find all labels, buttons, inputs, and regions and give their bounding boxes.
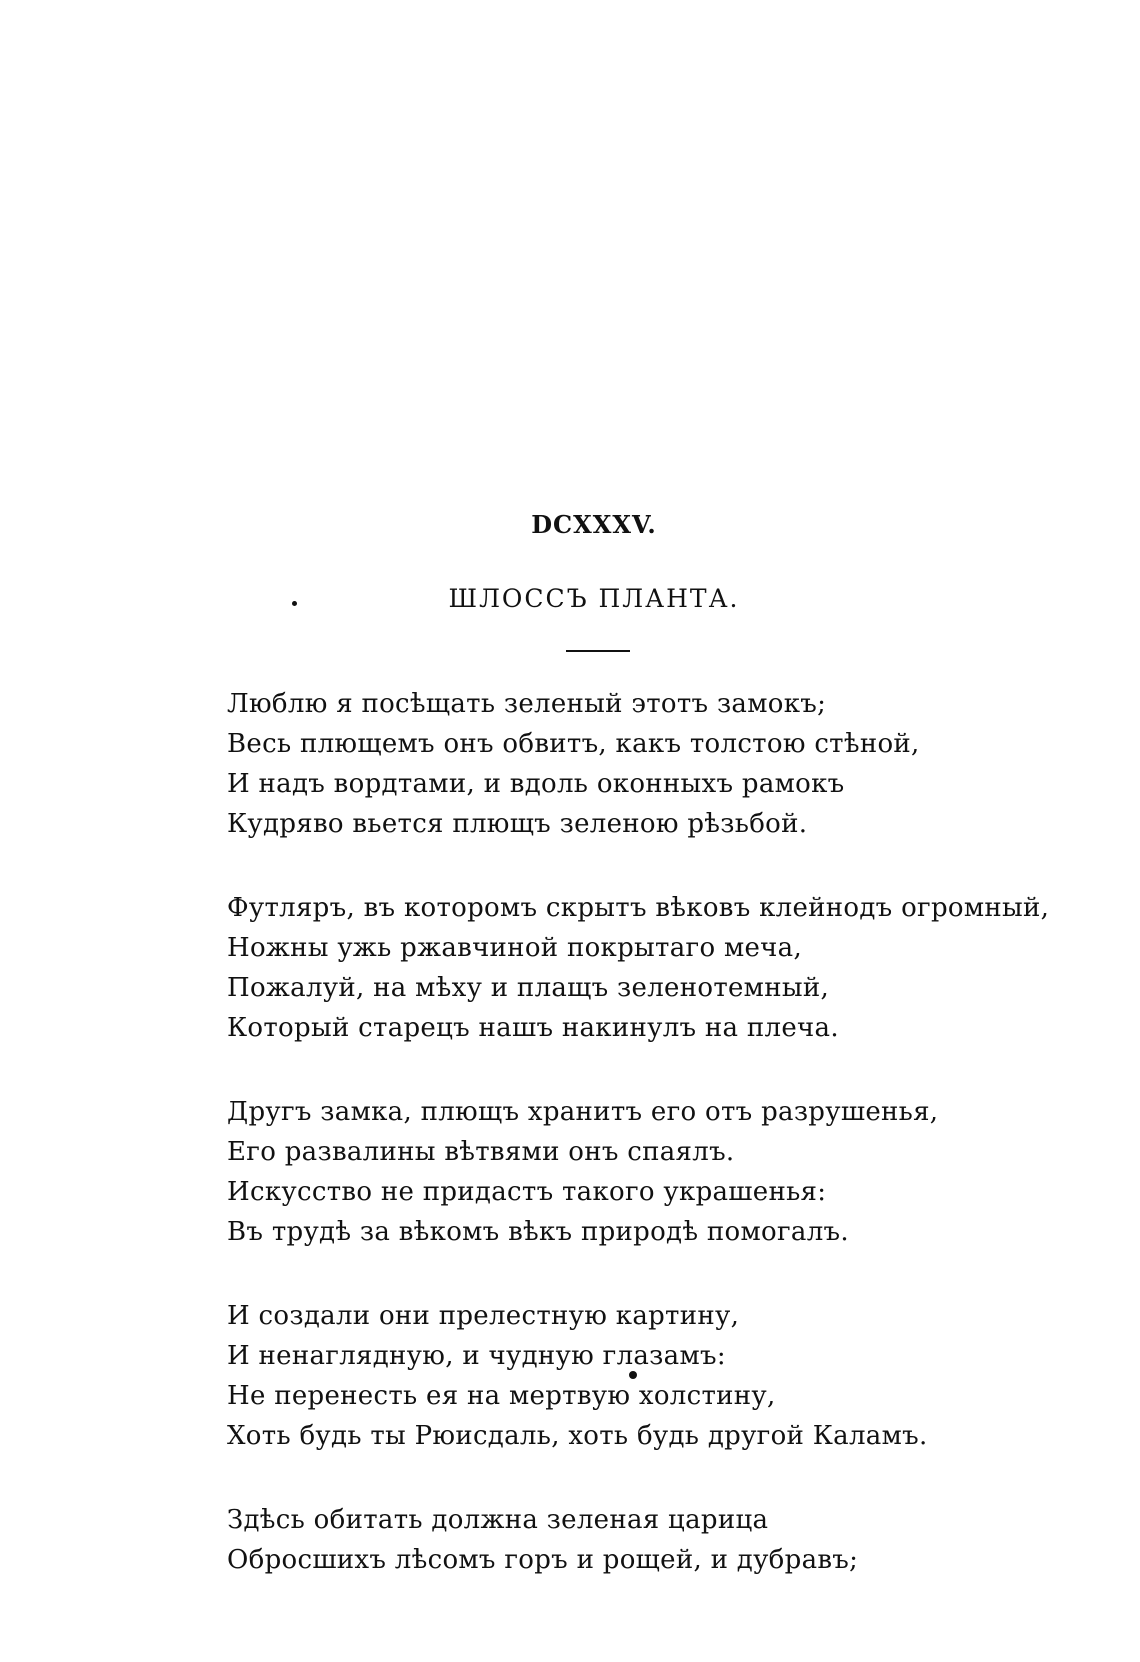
stanza <box>227 1500 1027 1580</box>
poem-line: Въ трудѣ за вѣкомъ вѣкъ природѣ помогалъ. <box>227 1217 849 1247</box>
poem-line: Футляръ, въ которомъ скрытъ вѣковъ клейнодъ огромный, <box>227 893 1050 923</box>
poem-line: Его развалины вѣтвями онъ спаялъ. <box>227 1137 735 1167</box>
poem-line: Другъ замка, плющъ хранитъ его отъ разрушенья, <box>227 1097 939 1127</box>
poem-line: Весь плющемъ онъ обвитъ, какъ толстою стѣной, <box>227 729 920 759</box>
poem-number: DCXXXV. <box>531 510 657 539</box>
poem-line: Кудряво вьется плющъ зеленою рѣзьбой. <box>227 809 808 839</box>
stanza <box>227 1296 1027 1456</box>
poem-line: Который старецъ нашъ накинулъ на плеча. <box>227 1013 839 1043</box>
poem-line: Люблю я посѣщать зеленый этотъ замокъ; <box>227 689 827 719</box>
poem-line: Здѣсь обитать должна зеленая царица <box>227 1505 769 1535</box>
stanza <box>227 684 1027 844</box>
stanza <box>227 888 1050 1048</box>
print-speck <box>292 601 297 606</box>
title-divider <box>566 650 630 652</box>
poem-title: ШЛОССЪ ПЛАНТА. <box>448 584 740 613</box>
poem-line: Обросшихъ лѣсомъ горъ и рощей, и дубравъ; <box>227 1545 859 1575</box>
poem-line: Хоть будь ты Рюисдаль, хоть будь другой Каламъ. <box>227 1421 928 1451</box>
poem-line: И создали они прелестную картину, <box>227 1301 740 1331</box>
poem-line: Пожалуй, на мѣху и плащъ зеленотемный, <box>227 973 830 1003</box>
poem-body <box>227 684 1050 1624</box>
poem-line: И надъ вордтами, и вдоль оконныхъ рамокъ <box>227 769 845 799</box>
poem-line: Не перенесть ея на мертвую холстину, <box>227 1381 776 1411</box>
poem-line: Искусство не придастъ такого украшенья: <box>227 1177 827 1207</box>
stanza <box>227 1092 1027 1252</box>
poem-line: Ножны ужь ржавчиной покрытаго меча, <box>227 933 803 963</box>
poem-line: И ненаглядную, и чудную глазамъ: <box>227 1341 726 1371</box>
